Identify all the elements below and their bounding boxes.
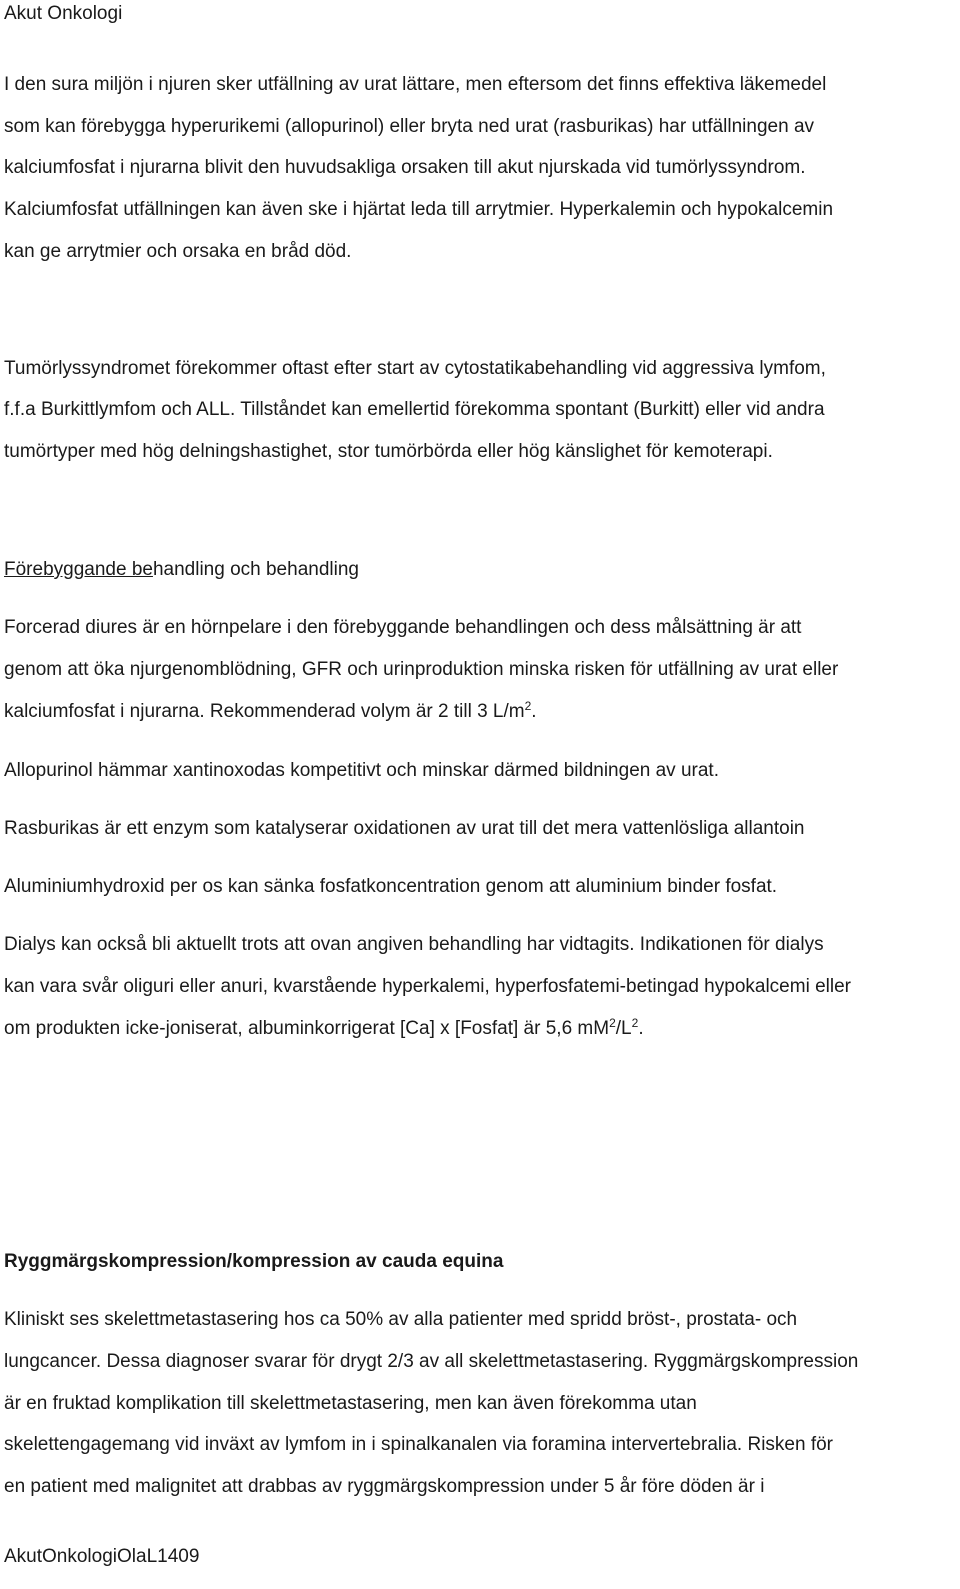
subheading-underlined: Förebyggande be <box>4 559 153 580</box>
paragraph-line: f.f.a Burkittlymfom och ALL. Tillståndet kan emellertid förekomma spontant (Burkitt) eller vid andra <box>4 399 825 420</box>
paragraph-line: Rasburikas är ett enzym som katalyserar oxidationen av urat till det mera vattenlösliga allantoin <box>4 818 805 839</box>
paragraph-line: kalciumfosfat i njurarna blivit den huvudsakliga orsaken till akut njurskada vid tumörlyssyndrom. <box>4 157 806 178</box>
paragraph-line: som kan förebygga hyperurikemi (allopurinol) eller bryta ned urat (rasburikas) har utfällningen av <box>4 116 815 137</box>
paragraph-line: Kliniskt ses skelettmetastasering hos ca 50% av alla patienter med spridd bröst-, prostata- och <box>4 1309 798 1330</box>
paragraph-line: Forcerad diures är en hörnpelare i den förebyggande behandlingen och dess målsättning är att <box>4 617 802 638</box>
paragraph-line: tumörtyper med hög delningshastighet, stor tumörbörda eller hög känslighet för kemoterapi. <box>4 441 773 462</box>
paragraph-line: är en fruktad komplikation till skelettmetastasering, men kan även förekomma utan <box>4 1393 697 1414</box>
page-header: Akut Onkologi <box>4 3 123 24</box>
volume-line <box>4 700 537 724</box>
dialysis-text: om produkten icke-joniserat, albuminkorrigerat [Ca] x [Fosfat] är 5,6 mM <box>4 1018 610 1039</box>
paragraph-line: Dialys kan också bli aktuellt trots att ovan angiven behandling har vidtagits. Indikationen för dialys <box>4 934 824 955</box>
dialysis-end: . <box>638 1018 644 1039</box>
paragraph-line: I den sura miljön i njuren sker utfällning av urat lättare, men eftersom det finns effektiva läkemedel <box>4 74 827 95</box>
volume-superscript: 2 <box>524 699 532 713</box>
paragraph-line: Kalciumfosfat utfällningen kan även ske i hjärtat leda till arrytmier. Hyperkalemin och hypokalcemin <box>4 199 834 220</box>
paragraph-line: genom att öka njurgenomblödning, GFR och urinproduktion minska risken för utfällning av urat eller <box>4 659 839 680</box>
page-footer: AkutOnkologiOlaL1409 <box>4 1546 200 1567</box>
volume-text: kalciumfosfat i njurarna. Rekommenderad volym är 2 till 3 L/m <box>4 701 525 722</box>
section-heading: Ryggmärgskompression/kompression av cauda equina <box>4 1251 504 1272</box>
paragraph-line: Aluminiumhydroxid per os kan sänka fosfatkoncentration genom att aluminium binder fosfat. <box>4 876 778 897</box>
paragraph-line: skelettengagemang vid inväxt av lymfom in i spinalkanalen via foramina intervertebralia. Risken för <box>4 1434 834 1455</box>
paragraph-line: Tumörlyssyndromet förekommer oftast efter start av cytostatikabehandling vid aggressiva lymfom, <box>4 358 826 379</box>
dialysis-superscript: 2 <box>631 1016 639 1030</box>
paragraph-line: lungcancer. Dessa diagnoser svarar för drygt 2/3 av all skelettmetastasering. Ryggmärgskompression <box>4 1351 859 1372</box>
volume-end: . <box>531 701 537 722</box>
paragraph-line: kan vara svår oliguri eller anuri, kvarstående hyperkalemi, hyperfosfatemi-betingad hypokalcemi eller <box>4 976 851 997</box>
dialysis-line <box>4 1017 644 1041</box>
subheading-rest: handling och behandling <box>152 559 359 580</box>
paragraph-line: en patient med malignitet att drabbas av ryggmärgskompression under 5 år före döden är i <box>4 1476 765 1497</box>
section-subheading <box>4 558 359 582</box>
paragraph-line: kan ge arrytmier och orsaka en bråd död. <box>4 241 352 262</box>
dialysis-unit: /L <box>615 1018 632 1039</box>
dialysis-superscript: 2 <box>609 1016 616 1030</box>
paragraph-line: Allopurinol hämmar xantinoxodas kompetitivt och minskar därmed bildningen av urat. <box>4 760 719 781</box>
